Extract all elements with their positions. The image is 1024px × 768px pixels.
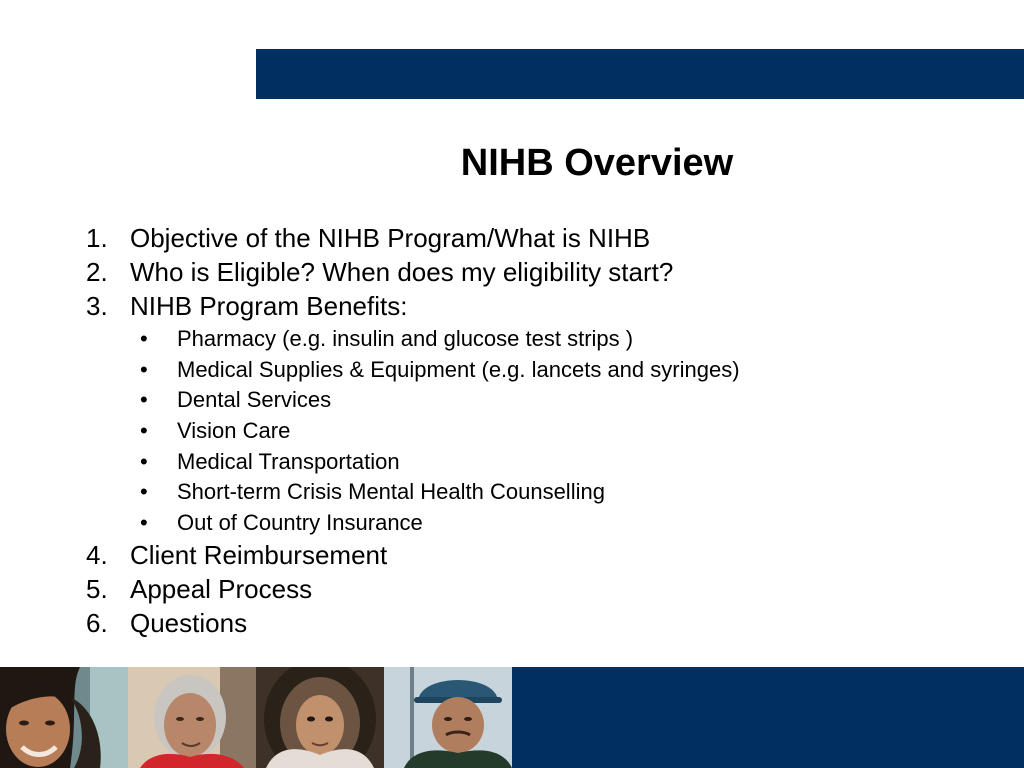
sub-item-text: Pharmacy (e.g. insulin and glucose test strips ) [177, 326, 634, 351]
item-number: 2. [86, 257, 108, 287]
bullet: • [140, 479, 148, 504]
portrait-photo-child [256, 667, 384, 768]
sub-item-text: Short-term Crisis Mental Health Counselling [177, 479, 605, 504]
item-number: 1. [86, 223, 108, 253]
item-text: Client Reimbursement [130, 540, 388, 570]
item-text: Objective of the NIHB Program/What is NIHB [130, 223, 651, 253]
item-text: NIHB Program Benefits: [130, 291, 408, 321]
item-number: 5. [86, 574, 108, 604]
portrait-photo-woman [0, 667, 128, 768]
portrait-photo-elder [128, 667, 256, 768]
bullet: • [140, 418, 148, 443]
bullet: • [140, 449, 148, 474]
bullet: • [140, 357, 148, 382]
bullet: • [140, 510, 148, 535]
bullet: • [140, 387, 148, 412]
header-band [256, 49, 1024, 99]
item-number: 3. [86, 291, 108, 321]
sub-item-text: Medical Supplies & Equipment (e.g. lancets and syringes) [177, 357, 740, 382]
sub-item-text: Dental Services [177, 387, 332, 412]
footer-band [512, 667, 1024, 768]
sub-item-text: Vision Care [177, 418, 291, 443]
item-text: Who is Eligible? When does my eligibility start? [130, 257, 674, 287]
slide-title: NIHB Overview [460, 142, 734, 184]
sub-item-text: Medical Transportation [177, 449, 400, 474]
item-number: 6. [86, 608, 108, 638]
item-number: 4. [86, 540, 108, 570]
sub-item-text: Out of Country Insurance [177, 510, 423, 535]
bullet: • [140, 326, 148, 351]
portrait-photo-worker [384, 667, 512, 768]
photo-strip [0, 667, 512, 768]
item-text: Appeal Process [130, 574, 313, 604]
item-text: Questions [130, 608, 248, 638]
